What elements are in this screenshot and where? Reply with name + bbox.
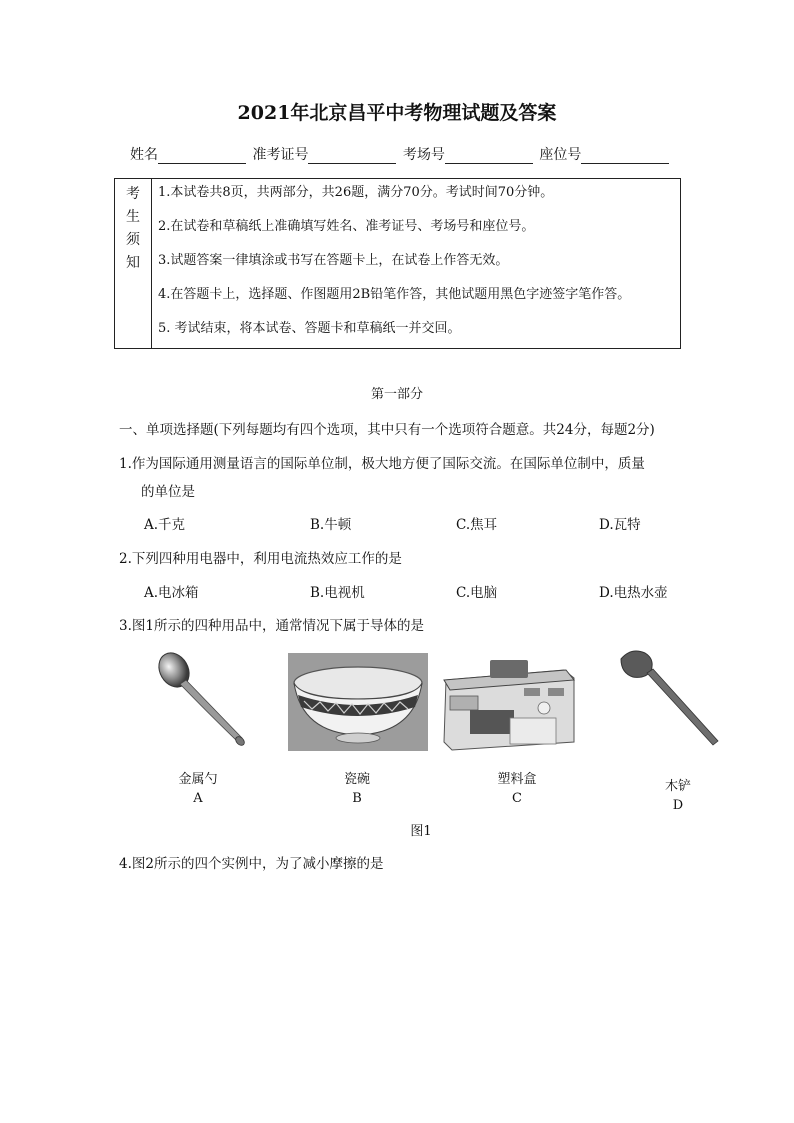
figure-item-a-name: 金属勺	[178, 772, 218, 787]
notice-label	[115, 179, 152, 348]
notice-item: 3.试题答案一律填涂或书写在答题卡上，在试卷上作答无效。	[158, 253, 509, 268]
section-title: 第一部分	[370, 387, 423, 402]
name-label: 姓名	[130, 147, 158, 163]
wooden-spatula-picture	[615, 645, 719, 751]
name-blank	[158, 149, 246, 164]
exam-notice-box	[114, 178, 681, 349]
notice-label-char: 须	[126, 232, 140, 248]
figure-item-d-letter: D	[672, 798, 684, 813]
q2-option-a: A.电冰箱	[144, 585, 199, 601]
room-blank	[445, 149, 533, 164]
figure-item-c-name: 塑料盒	[497, 772, 537, 787]
question-1-line-2: 的单位是	[141, 484, 195, 500]
notice-label-char: 考	[126, 186, 140, 202]
notice-label-char: 生	[126, 209, 140, 225]
ticket-blank	[308, 149, 396, 164]
q1-option-b: B.牛顿	[310, 517, 352, 533]
question-2: 2.下列四种用电器中，利用电流热效应工作的是	[119, 551, 402, 567]
q2-option-b: B.电视机	[310, 585, 365, 601]
question-4: 4.图2所示的四个实例中，为了减小摩擦的是	[119, 856, 384, 872]
notice-label-char: 知	[126, 255, 140, 271]
q1-option-d: D.瓦特	[599, 517, 641, 533]
q1-option-c: C.焦耳	[456, 517, 498, 533]
metal-spoon-picture	[150, 650, 250, 752]
q2-option-d: D.电热水壶	[599, 585, 668, 601]
notice-item: 5. 考试结束，将本试卷、答题卡和草稿纸一并交回。	[158, 321, 461, 336]
q2-option-c: C.电脑	[456, 585, 498, 601]
plastic-box-picture	[440, 658, 578, 752]
page-title: 2021年北京昌平中考物理试题及答案	[237, 102, 557, 124]
ticket-label: 准考证号	[252, 147, 309, 163]
figure-item-a-letter: A	[193, 791, 203, 806]
question-1-line-1: 1.作为国际通用测量语言的国际单位制，极大地方便了国际交流。在国际单位制中，质量	[119, 456, 645, 472]
exam-info-line	[130, 144, 671, 164]
figure-item-b-letter: B	[352, 791, 362, 806]
notice-item: 2.在试卷和草稿纸上准确填写姓名、准考证号、考场号和座位号。	[158, 219, 535, 234]
notice-item: 4.在答题卡上，选择题、作图题用2B铅笔作答，其他试题用黑色字迹签字笔作答。	[158, 287, 631, 302]
notice-item: 1.本试卷共8页，共两部分，共26题，满分70分。考试时间70分钟。	[158, 185, 554, 200]
figure-item-b-name: 瓷碗	[343, 772, 370, 787]
part-heading: 一、单项选择题(下列每题均有四个选项，其中只有一个选项符合题意。共24分，每题2分)	[119, 422, 655, 438]
seat-label: 座位号	[539, 147, 582, 163]
porcelain-bowl-picture	[288, 653, 428, 751]
room-label: 考场号	[402, 147, 445, 163]
question-3: 3.图1所示的四种用品中，通常情况下属于导体的是	[119, 618, 424, 634]
q1-option-a: A.千克	[144, 517, 186, 533]
figure-1-label: 图1	[410, 824, 432, 839]
seat-blank	[581, 149, 669, 164]
figure-item-c-letter: C	[512, 791, 522, 806]
figure-item-d-name: 木铲	[664, 779, 691, 794]
